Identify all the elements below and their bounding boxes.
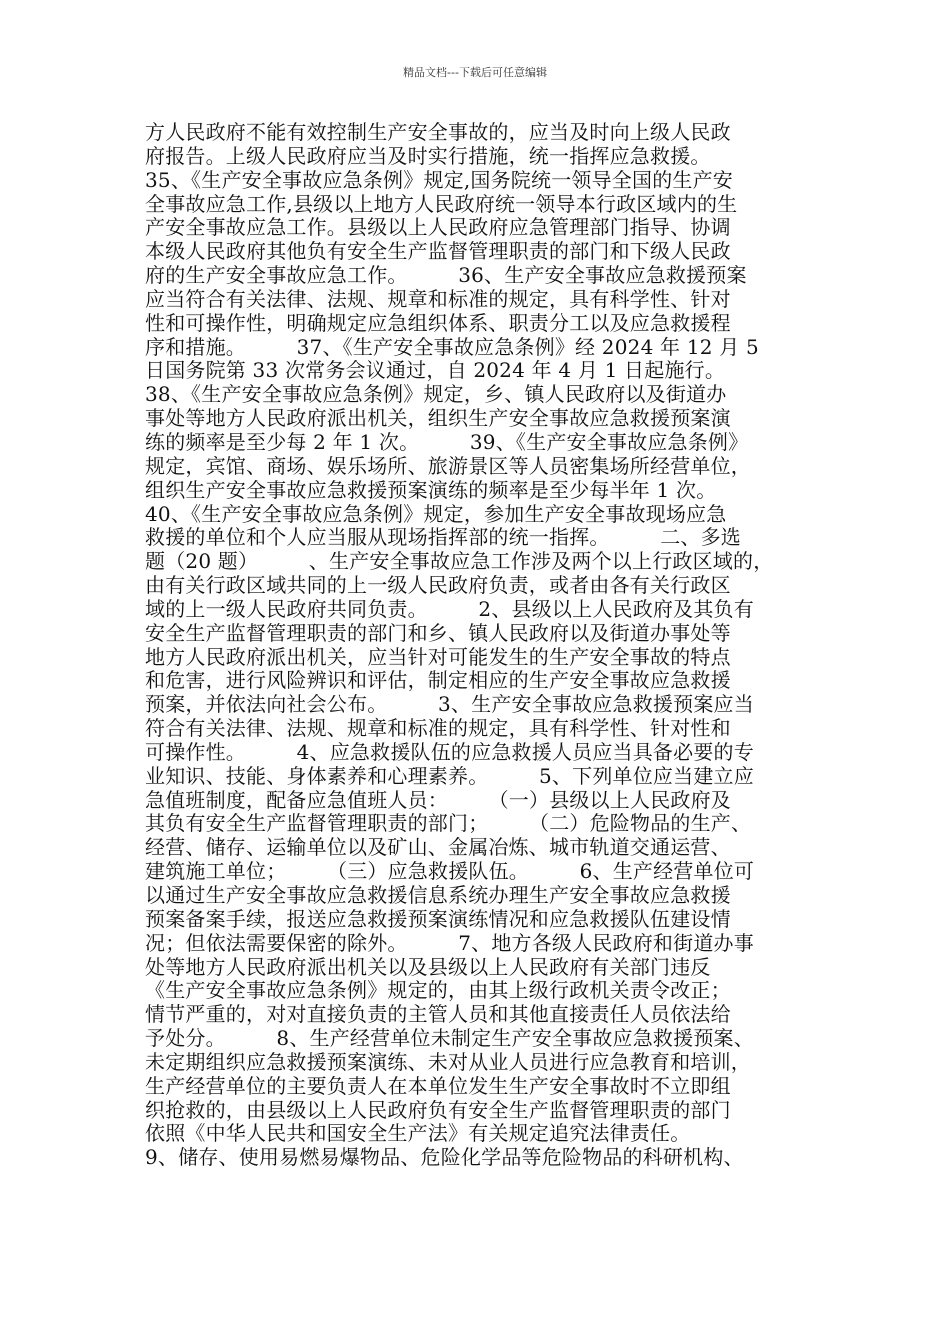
text-line: 予处分。 8、生产经营单位未制定生产安全事故应急救援预案、	[145, 1026, 754, 1051]
text-line: 救援的单位和个人应当服从现场指挥部的统一指挥。 二、多选	[145, 525, 741, 550]
text-line: 其负有安全生产监督管理职责的部门； （二）危险物品的生产、	[145, 811, 752, 836]
text-line: 由有关行政区域共同的上一级人民政府负责，或者由各有关行政区	[145, 573, 731, 598]
text-line: 业知识、技能、身体素养和心理素养。 5、下列单位应当建立应	[145, 763, 754, 788]
page-header: 精品文档---下载后可任意编辑	[403, 66, 547, 79]
text-line: 《生产安全事故应急条例》规定的，由其上级行政机关责令改正；	[145, 978, 731, 1003]
text-line: 依照《中华人民共和国安全生产法》有关规定追究法律责任。	[145, 1121, 691, 1146]
text-line: 未定期组织应急救援预案演练、未对从业人员进行应急教育和培训，	[145, 1049, 751, 1074]
text-line: 产安全事故应急工作。县级以上人民政府应急管理部门指导、协调	[145, 215, 731, 240]
text-line: 符合有关法律、法规、规章和标准的规定，具有科学性、针对性和	[145, 716, 731, 741]
text-line: 35、《生产安全事故应急条例》规定,国务院统一领导全国的生产安	[145, 167, 734, 192]
text-line: 建筑施工单位； （三）应急救援队伍。 6、生产经营单位可	[145, 859, 755, 884]
text-line: 序和措施。 37、《生产安全事故应急条例》经 2024 年 12 月 5	[145, 334, 759, 359]
text-line: 生产经营单位的主要负责人在本单位发生生产安全事故时不立即组	[145, 1073, 731, 1098]
text-line: 预案，并依法向社会公布。 3、生产安全事故应急救援预案应当	[145, 692, 754, 717]
text-line: 预案备案手续，报送应急救援预案演练情况和应急救援队伍建设情	[145, 906, 731, 931]
text-line: 和危害，进行风险辨识和评估，制定相应的生产安全事故应急救援	[145, 668, 731, 693]
text-line: 织抢救的，由县级以上人民政府负有安全生产监督管理职责的部门	[145, 1097, 731, 1122]
text-line: 域的上一级人民政府共同负责。 2、县级以上人民政府及其负有	[145, 596, 754, 621]
text-line: 组织生产安全事故应急救援预案演练的频率是至少每半年 1 次。	[145, 477, 717, 502]
text-line: 性和可操作性，明确规定应急组织体系、职责分工以及应急救援程	[145, 310, 731, 335]
document-body	[145, 121, 815, 1170]
text-line: 应当符合有关法律、法规、规章和标准的规定，具有科学性、针对	[145, 286, 731, 311]
text-line: 处等地方人民政府派出机关以及县级以上人民政府有关部门违反	[145, 954, 711, 979]
text-line: 题（20 题） 、生产安全事故应急工作涉及两个以上行政区域的，	[145, 549, 774, 574]
text-line: 以通过生产安全事故应急救援信息系统办理生产安全事故应急救援	[145, 883, 731, 907]
text-line: 安全生产监督管理职责的部门和乡、镇人民政府以及街道办事处等	[145, 620, 731, 645]
text-line: 方人民政府不能有效控制生产安全事故的，应当及时向上级人民政	[145, 120, 731, 144]
text-line: 情节严重的，对对直接负责的主管人员和其他直接责任人员依法给	[145, 1002, 731, 1027]
text-line: 日国务院第 33 次常务会议通过，自 2024 年 4 月 1 日起施行。	[145, 358, 726, 383]
text-line: 况；但依法需要保密的除外。 7、地方各级人民政府和街道办事	[145, 930, 754, 955]
text-line: 经营、储存、运输单位以及矿山、金属冶炼、城市轨道交通运营、	[145, 835, 731, 860]
text-line: 府的生产安全事故应急工作。 36、生产安全事故应急救援预案	[145, 263, 747, 288]
text-line: 急值班制度，配备应急值班人员： （一）县级以上人民政府及	[145, 787, 731, 812]
text-line: 可操作性。 4、应急救援队伍的应急救援人员应当具备必要的专	[145, 739, 754, 764]
text-line: 本级人民政府其他负有安全生产监督管理职责的部门和下级人民政	[145, 239, 731, 264]
text-line: 规定，宾馆、商场、娱乐场所、旅游景区等人员密集场所经营单位，	[145, 453, 751, 478]
text-line: 府报告。上级人民政府应当及时实行措施，统一指挥应急救援。	[145, 143, 711, 168]
text-line: 38、《生产安全事故应急条例》规定，乡、镇人民政府以及街道办	[145, 382, 727, 407]
text-line: 地方人民政府派出机关，应当针对可能发生的生产安全事故的特点	[145, 644, 731, 669]
text-line: 9、储存、使用易燃易爆物品、危险化学品等危险物品的科研机构、	[145, 1145, 744, 1170]
text-line: 事处等地方人民政府派出机关，组织生产安全事故应急救援预案演	[145, 406, 731, 431]
text-line: 全事故应急工作,县级以上地方人民政府统一领导本行政区域内的生	[145, 191, 738, 216]
text-line: 40、《生产安全事故应急条例》规定，参加生产安全事故现场应急	[145, 501, 727, 526]
text-line: 练的频率是至少每 2 年 1 次。 39、《生产安全事故应急条例》	[145, 429, 749, 454]
